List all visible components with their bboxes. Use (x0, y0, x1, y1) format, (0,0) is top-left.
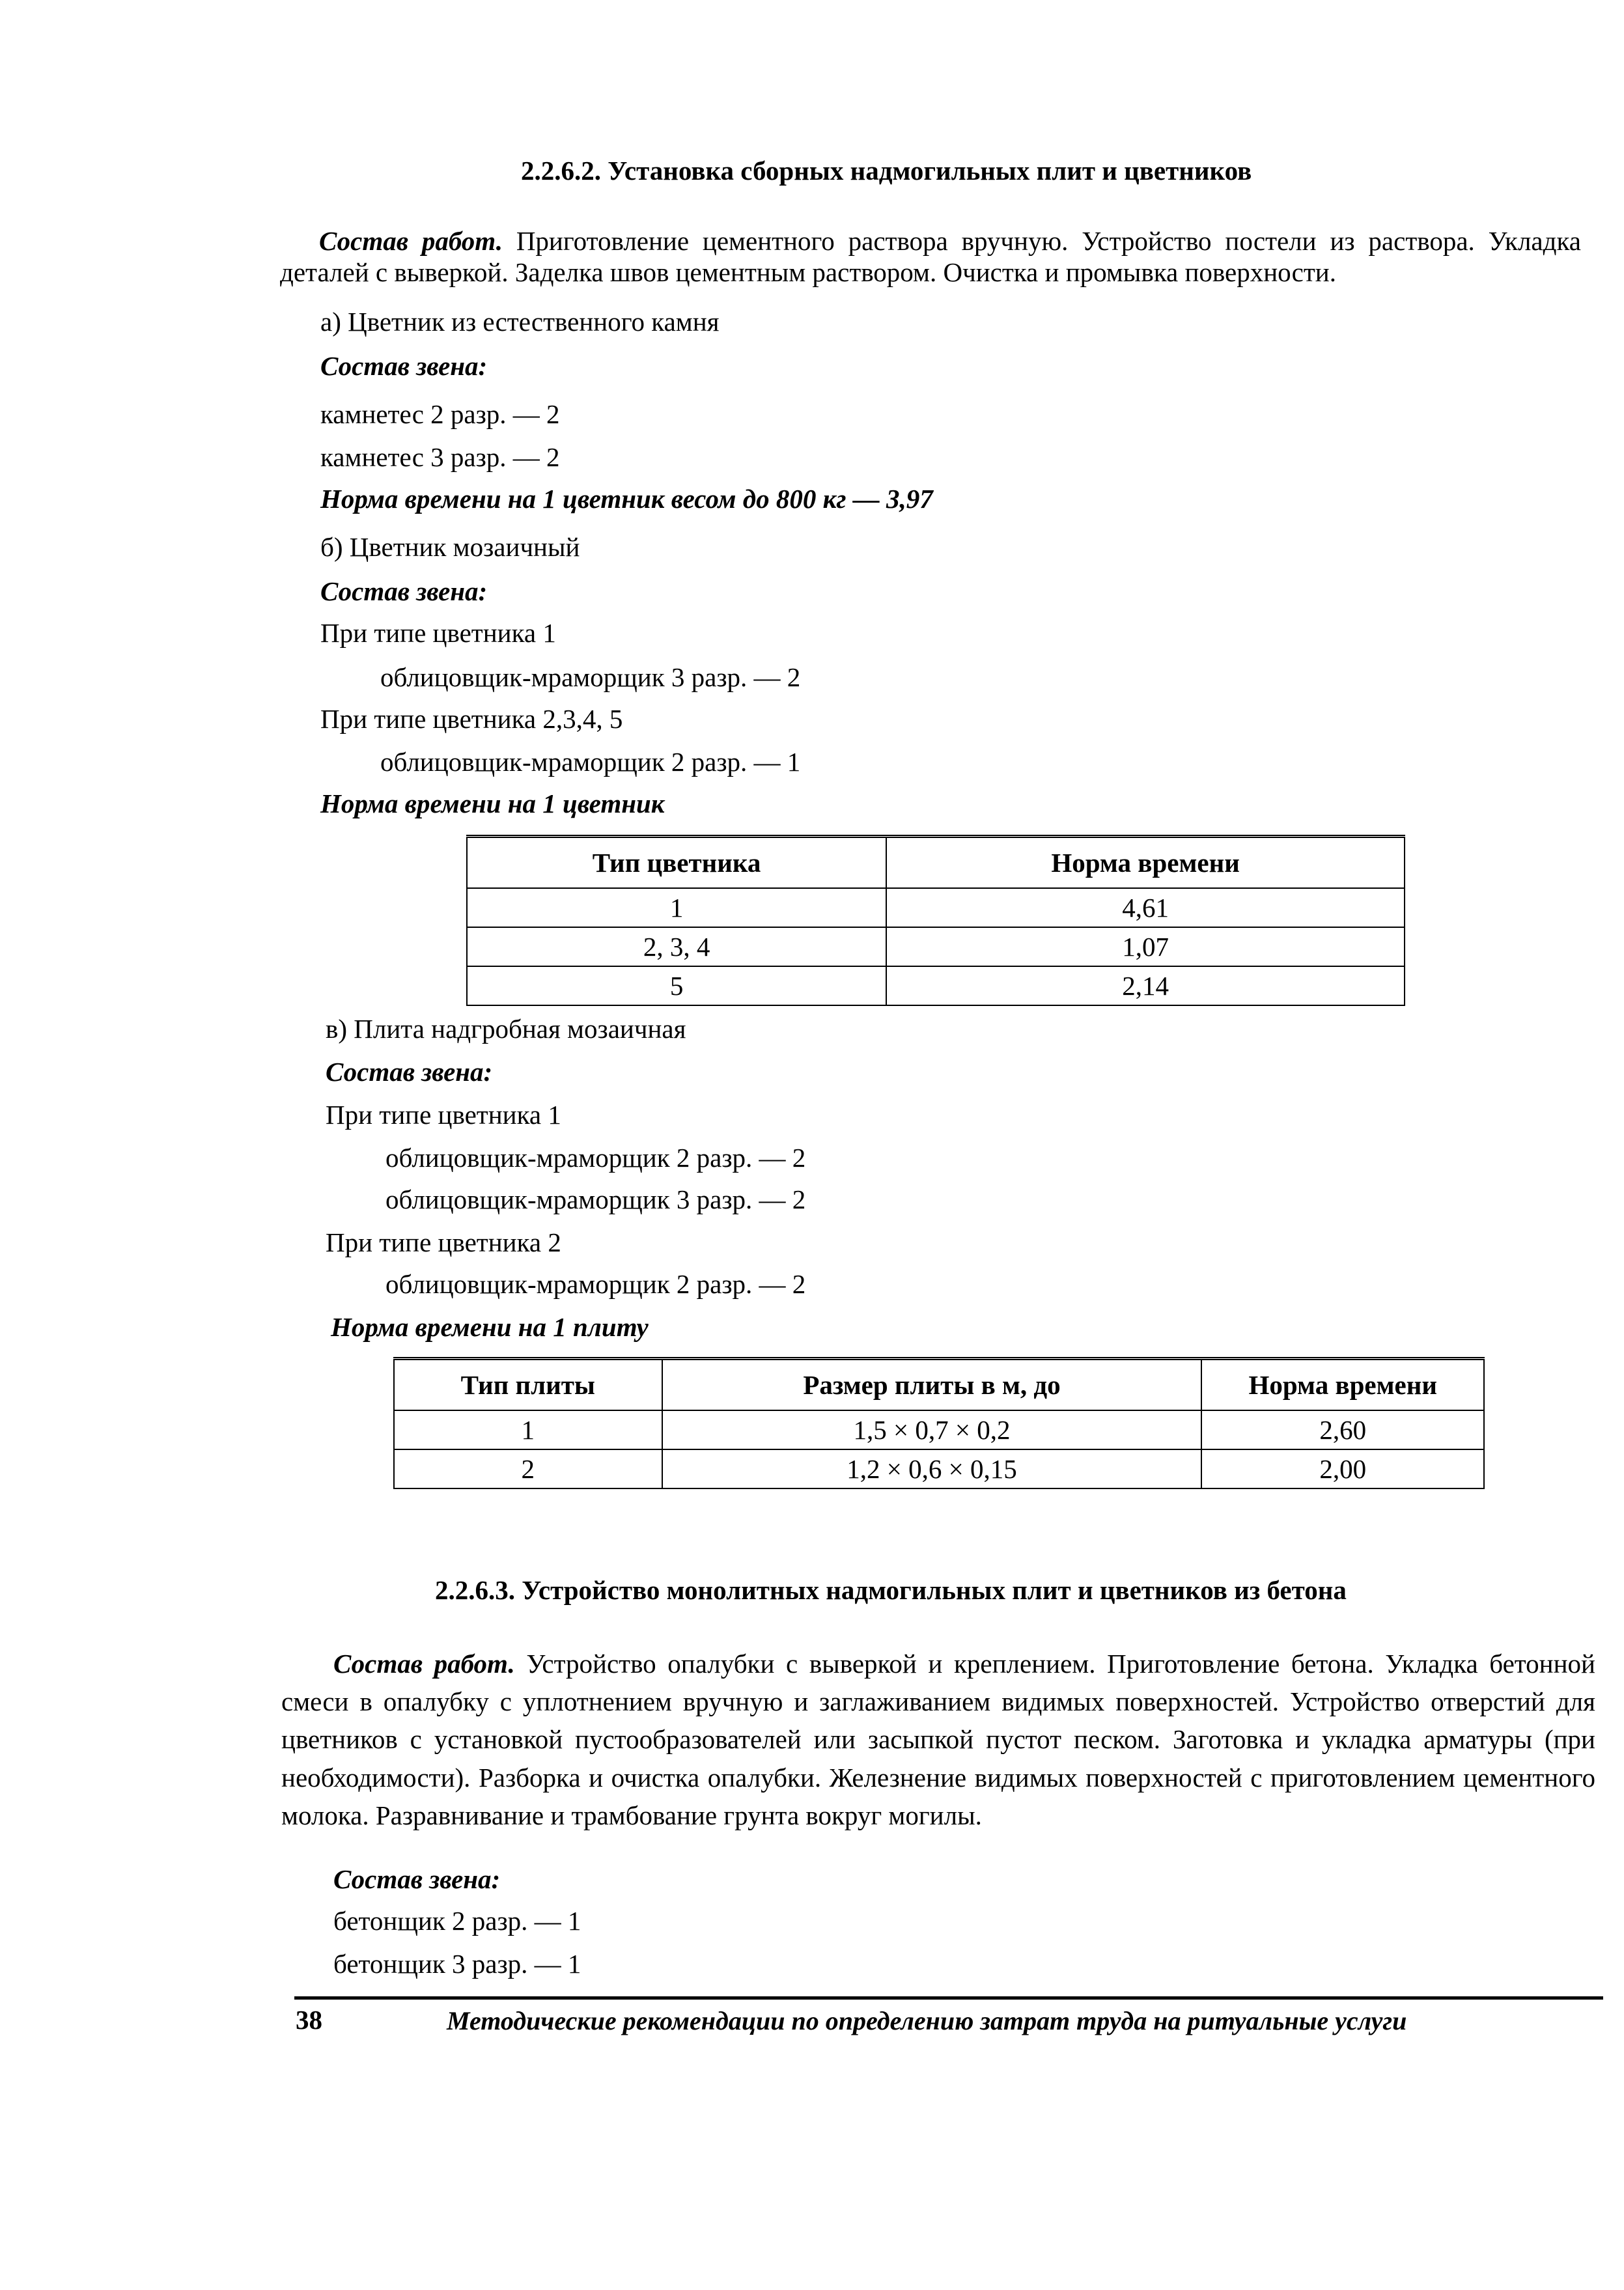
work-text-2: Устройство опалубки с выверкой и креплением. Приготовление бетона. Укладка бетонной смеси в опалубку с уплотнением вручную и заглаживанием видимых поверхностей. Устройство отверстий для цветников с установкой пустообразователей или засыпкой пустот песком. Заготовка и укладка арматуры (при необходимости). Разборка и очистка опалубки. Железнение видимых поверхностей с приготовлением цементного молока. Разравнивание и трамбование грунта вокруг могилы. (281, 1649, 1595, 1830)
table-header-row (394, 1359, 1484, 1411)
crew-label-c: Состав звена: (326, 1057, 493, 1087)
table-row (394, 1449, 1484, 1488)
work-text-1: Приготовление цементного раствора вручную. Устройство постели из раствора. Укладка деталей с выверкой. Заделка швов цементным раствором. Очистка и промывка поверхности. (280, 226, 1581, 288)
section-heading-1: 2.2.6.2. Установка сборных надмогильных плит и цветников (521, 156, 1252, 186)
crew-type-label: При типе цветника 2 (326, 1227, 561, 1257)
crew-item: камнетес 2 разр. — 2 (320, 399, 560, 429)
time-norm-a: Норма времени на 1 цветник весом до 800 кг — 3,97 (320, 484, 933, 514)
work-label-2: Состав работ. (333, 1649, 515, 1679)
crew-label-2: Состав звена: (333, 1864, 501, 1894)
subsection-b-title: б) Цветник мозаичный (320, 532, 580, 562)
table-header-cell: Размер плиты в м, до (662, 1359, 1202, 1411)
table-header-cell: Тип цветника (467, 837, 886, 889)
subsection-a-title: а) Цветник из естественного камня (320, 307, 720, 337)
table-cell: 4,61 (886, 888, 1405, 927)
slab-norm-table (393, 1357, 1485, 1489)
page-number: 38 (296, 2005, 322, 2035)
table-cell: 2,14 (886, 966, 1405, 1005)
section-heading-2: 2.2.6.3. Устройство монолитных надмогильных плит и цветников из бетона (435, 1575, 1347, 1605)
table-row (467, 966, 1405, 1005)
footer-rule (294, 1996, 1603, 2000)
crew-item: облицовщик-мраморщик 3 разр. — 2 (385, 1184, 806, 1214)
table-header-cell: Норма времени (1201, 1359, 1484, 1411)
table-cell: 1 (467, 888, 886, 927)
work-description-2 (281, 1645, 1595, 1834)
subsection-c-title: в) Плита надгробная мозаичная (326, 1014, 686, 1044)
table-cell: 1 (394, 1410, 662, 1449)
crew-item: камнетес 3 разр. — 2 (320, 442, 560, 472)
table-cell: 2,00 (1201, 1449, 1484, 1488)
table-cell: 1,2 × 0,6 × 0,15 (662, 1449, 1202, 1488)
crew-type-label: При типе цветника 2,3,4, 5 (320, 704, 623, 734)
footer-title: Методические рекомендации по определению затрат труда на ритуальные услуги (447, 2006, 1407, 2035)
table-header-cell: Норма времени (886, 837, 1405, 889)
time-norm-b-label: Норма времени на 1 цветник (320, 789, 665, 818)
table-header-row (467, 837, 1405, 889)
flowerbed-norm-table (466, 835, 1405, 1006)
crew-type-label: При типе цветника 1 (326, 1100, 561, 1130)
table-header-cell: Тип плиты (394, 1359, 662, 1411)
table-cell: 1,07 (886, 927, 1405, 966)
crew-item: облицовщик-мраморщик 3 разр. — 2 (380, 662, 801, 692)
table-cell: 2 (394, 1449, 662, 1488)
crew-type-label: При типе цветника 1 (320, 618, 556, 648)
table-cell: 2, 3, 4 (467, 927, 886, 966)
table-cell: 5 (467, 966, 886, 1005)
table-cell: 2,60 (1201, 1410, 1484, 1449)
crew-item: облицовщик-мраморщик 2 разр. — 2 (385, 1143, 806, 1173)
crew-item: облицовщик-мраморщик 2 разр. — 2 (385, 1269, 806, 1299)
table-cell: 1,5 × 0,7 × 0,2 (662, 1410, 1202, 1449)
crew-label-b: Состав звена: (320, 576, 488, 606)
table-row (467, 927, 1405, 966)
crew-item: облицовщик-мраморщик 2 разр. — 1 (380, 747, 801, 777)
crew-label-a: Состав звена: (320, 351, 488, 381)
table-row (467, 888, 1405, 927)
work-label-1: Состав работ. (319, 226, 503, 256)
work-description-1 (280, 225, 1581, 288)
time-norm-c-label: Норма времени на 1 плиту (331, 1312, 649, 1342)
crew-item: бетонщик 3 разр. — 1 (333, 1949, 581, 1979)
table-row (394, 1410, 1484, 1449)
crew-item: бетонщик 2 разр. — 1 (333, 1906, 581, 1936)
